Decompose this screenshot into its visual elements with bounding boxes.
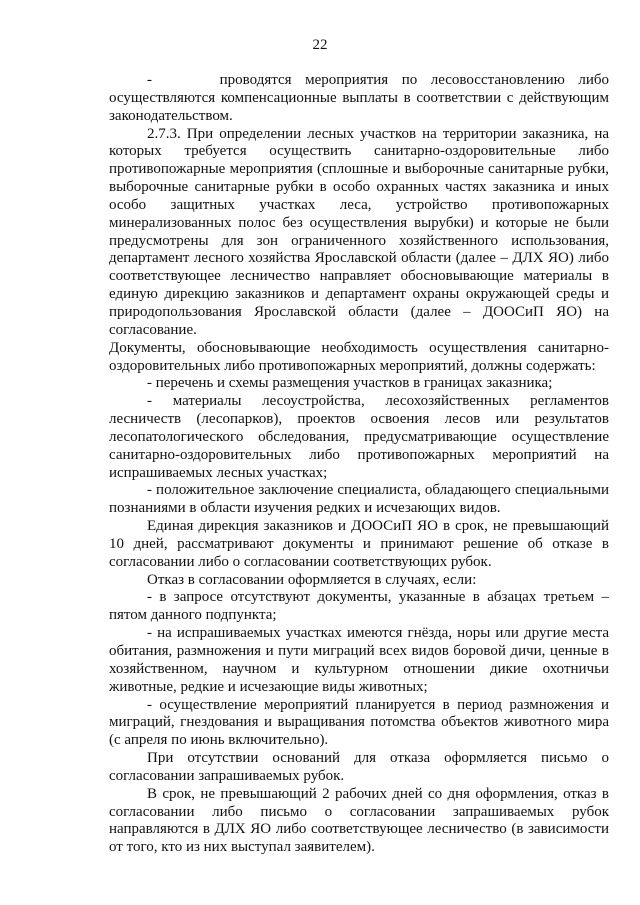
- paragraph-refusal-cases: Отказ в согласовании оформляется в случаях, если:: [147, 571, 477, 588]
- list-item-specialist-opinion: - положительное заключение специалиста, обладающего специальными познаниями в области изучения редких и исчезающих видов.: [109, 482, 609, 517]
- list-item-missing-documents: - в запросе отсутствуют документы, указанные в абзацах третьем – пятом данного подпункта;: [109, 589, 609, 624]
- paragraph-review-term: Единая дирекция заказников и ДООСиП ЯО в срок, не превышающий 10 дней, рассматривают документы и принимают решение об отказе в согласовании либо о согласовании соответствующих рубок.: [109, 518, 609, 570]
- page-number: 22: [312, 37, 328, 53]
- list-item-forest-materials: - материалы лесоустройства, лесохозяйственных регламентов лесничеств (лесопарков), проектов освоения лесов или результатов лесопатологического обследования, предусматривающие осуществление санитарно-оздоровительных либо противопожарных мероприятий на испрашиваемых лесных участках;: [109, 393, 609, 481]
- paragraph-reforestation: - проводятся мероприятия по лесовосстановлению либо осуществляются компенсационные выплаты в соответствии с действующим законодательством.: [109, 72, 609, 124]
- list-item-breeding-period: - осуществление мероприятий планируется в период размножения и миграций, гнездования и выращивания потомства объектов животного мира (с апреля по июнь включительно).: [109, 696, 609, 749]
- paragraph-sending-term: В срок, не превышающий 2 рабочих дней со дня оформления, отказ в согласовании либо письмо о согласовании запрашиваемых рубок направляются в ДЛХ ЯО либо соответствующее лесничество (в зависимости от того, кто из них выступал заявителем).: [109, 785, 609, 856]
- paragraph-required-documents: Документы, обосновывающие необходимость осуществления санитарно-оздоровительных либо противопожарных мероприятий, должны содержать:: [109, 339, 609, 374]
- list-item-habitats: - на испрашиваемых участках имеются гнёзда, норы или другие места обитания, размножения и пути миграций всех видов боровой дичи, ценные в хозяйственном, научном и культурном отношении дикие охотничьи животные, редкие и исчезающие виды животных;: [109, 625, 609, 695]
- list-item-site-schemes: - перечень и схемы размещения участков в границах заказника;: [147, 375, 553, 392]
- paragraph-approval-letter: При отсутствии оснований для отказа оформляется письмо о согласовании запрашиваемых рубок.: [109, 750, 609, 784]
- document-body: [109, 72, 609, 857]
- paragraph-2-7-3: 2.7.3. При определении лесных участков на территории заказника, на которых требуется осуществить санитарно-оздоровительные либо противопожарные мероприятия (сплошные и выборочные санитарные рубки, выборочные санитарные рубки в особо охранных частях заказника и иных особо защитных участках леса, устройство противопожарных минерализованных полос без осуществления вырубки) и которые не были предусмотрены для зон ограниченного хозяйственного использования, департамент лесного хозяйства Ярославской области (далее – ДЛХ ЯО) либо соответствующее лесничество направляет обосновывающие материалы в единую дирекцию заказников и департамент охраны окружающей среды и природопользования Ярославской области (далее – ДООСиП ЯО) на согласование.: [109, 125, 609, 338]
